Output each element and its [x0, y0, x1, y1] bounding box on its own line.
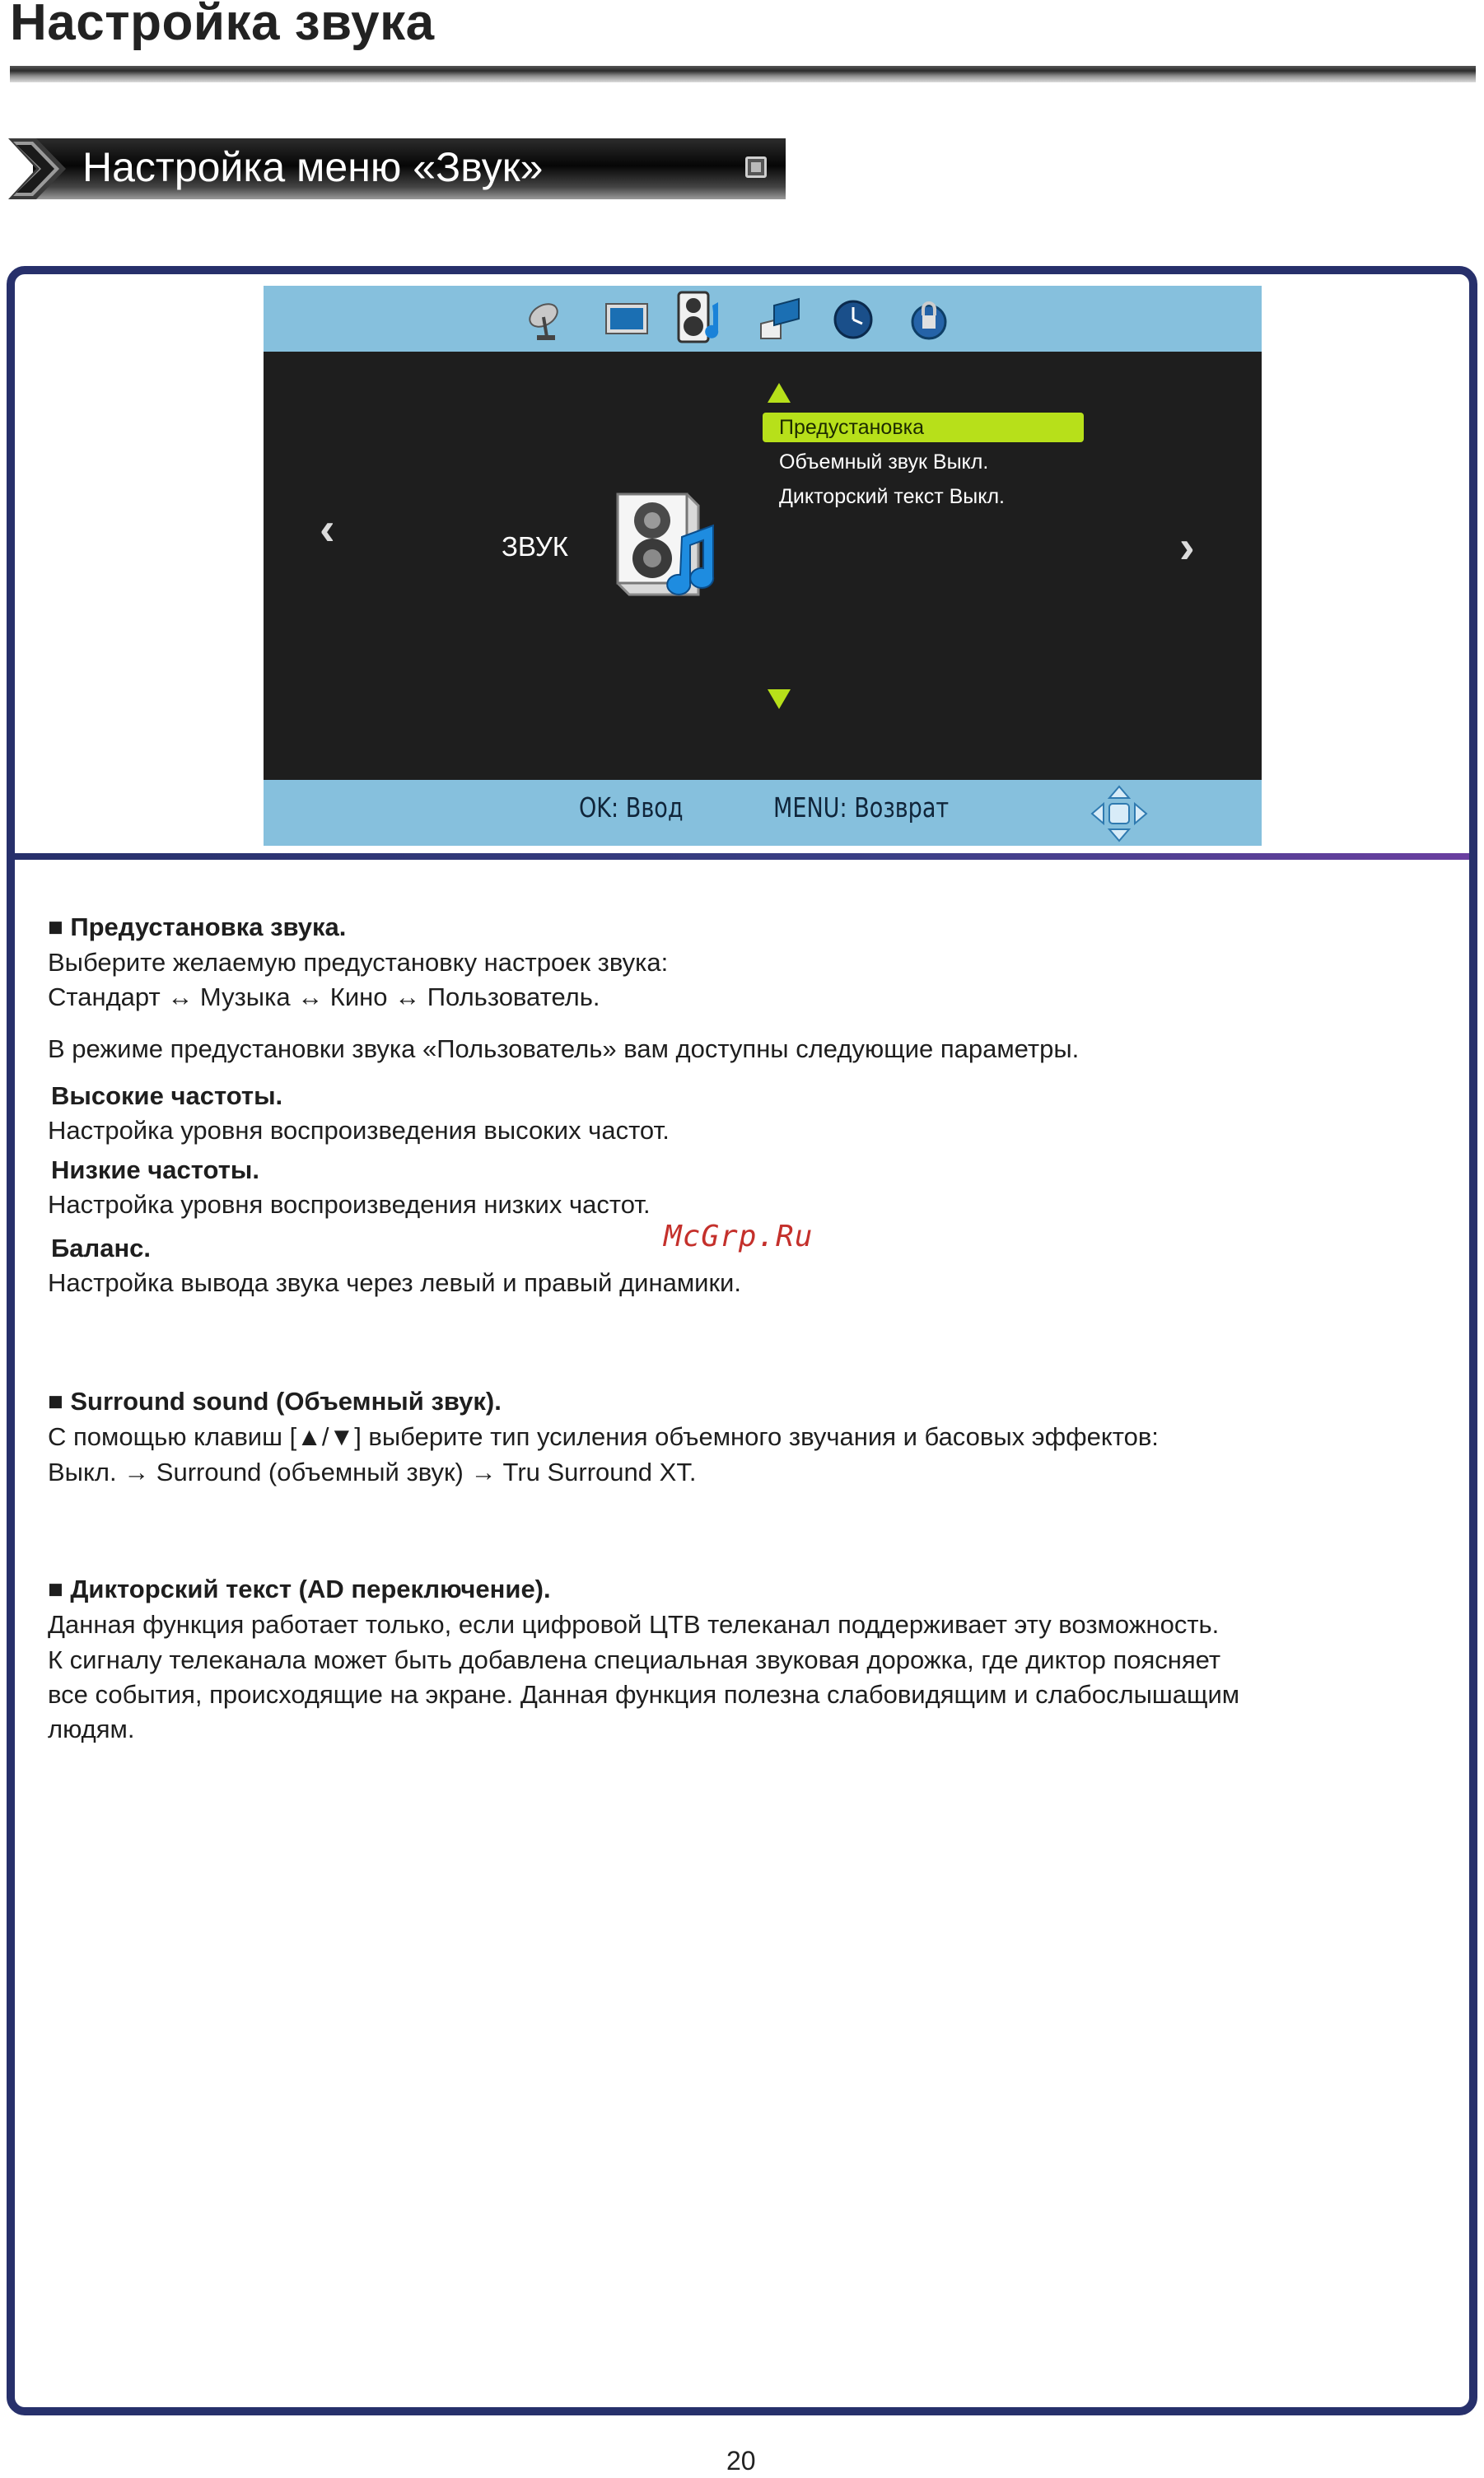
menu-item-audio-description[interactable]: Дикторский текст Выкл.	[779, 485, 1005, 508]
picture-icon[interactable]	[601, 294, 652, 345]
section-heading: Настройка меню «Звук»	[82, 144, 544, 190]
frame-divider	[15, 853, 1469, 860]
bass-heading: Низкие частоты.	[51, 1155, 259, 1184]
ad-line-3: все события, происходящие на экране. Данная функция полезна слабовидящим и слабослышащим	[48, 1680, 1240, 1709]
current-menu-label: ЗВУК	[502, 531, 569, 562]
ad-line-4: людям.	[48, 1715, 135, 1743]
menu-item-preset[interactable]: Предустановка	[763, 413, 1084, 442]
next-arrow[interactable]: ›	[1179, 520, 1195, 572]
antenna-icon[interactable]	[519, 294, 570, 345]
ad-heading: ■ Дикторский текст (AD переключение).	[48, 1575, 551, 1603]
page-number: 20	[726, 2446, 756, 2476]
watermark: McGrp.Ru	[664, 1220, 814, 1253]
square-icon	[745, 156, 767, 178]
clock-icon[interactable]	[828, 294, 879, 345]
surround-heading: ■ Surround sound (Объемный звук).	[48, 1387, 502, 1416]
hint-ok: OK: Ввод	[579, 791, 684, 824]
treble-text: Настройка уровня воспроизведения высоких частот.	[48, 1116, 670, 1145]
title-rule	[10, 66, 1476, 82]
user-mode-line: В режиме предустановки звука «Пользователь» вам доступны следующие параметры.	[48, 1034, 1080, 1063]
osd-hint-bar	[264, 780, 1262, 846]
chevron-right-icon	[8, 138, 66, 199]
ad-line-2: К сигналу телеканала может быть добавлена специальная звуковая дорожка, где диктор поясняет	[48, 1645, 1221, 1674]
hint-menu: MENU: Возврат	[773, 791, 950, 824]
surround-line-2: Выкл. → Surround (объемный звук) → Tru Surround XT.	[48, 1458, 697, 1486]
treble-heading: Высокие частоты.	[51, 1081, 283, 1110]
preset-line-2: Стандарт ↔ Музыка ↔ Кино ↔ Пользователь.	[48, 982, 600, 1011]
preset-line-1: Выберите желаемую предустановку настроек звука:	[48, 948, 669, 977]
ad-line-1: Данная функция работает только, если цифровой ЦТВ телеканал поддерживает эту возможность.	[48, 1610, 1220, 1639]
options-icon[interactable]	[756, 294, 807, 345]
previous-arrow[interactable]: ‹	[320, 502, 335, 554]
navigation-pad-icon	[1090, 785, 1148, 842]
surround-line-1: С помощью клавиш [▲/▼] выберите тип усиления объемного звучания и басовых эффектов:	[48, 1422, 1159, 1451]
preset-heading: ■ Предустановка звука.	[48, 912, 347, 941]
lock-icon[interactable]	[903, 294, 954, 345]
balance-text: Настройка вывода звука через левый и правый динамики.	[48, 1268, 741, 1297]
speaker-large-icon	[601, 488, 725, 611]
balance-heading: Баланс.	[51, 1234, 152, 1262]
scroll-up-icon[interactable]	[768, 383, 791, 403]
scroll-down-icon[interactable]	[768, 689, 791, 709]
bass-text: Настройка уровня воспроизведения низких частот.	[48, 1190, 651, 1219]
osd-toolbar	[264, 286, 1262, 352]
osd-screen	[264, 286, 1262, 846]
menu-item-surround[interactable]: Объемный звук Выкл.	[779, 450, 989, 474]
speaker-icon[interactable]	[667, 289, 733, 347]
section-banner	[8, 138, 786, 199]
page-title: Настройка звука	[10, 0, 435, 51]
